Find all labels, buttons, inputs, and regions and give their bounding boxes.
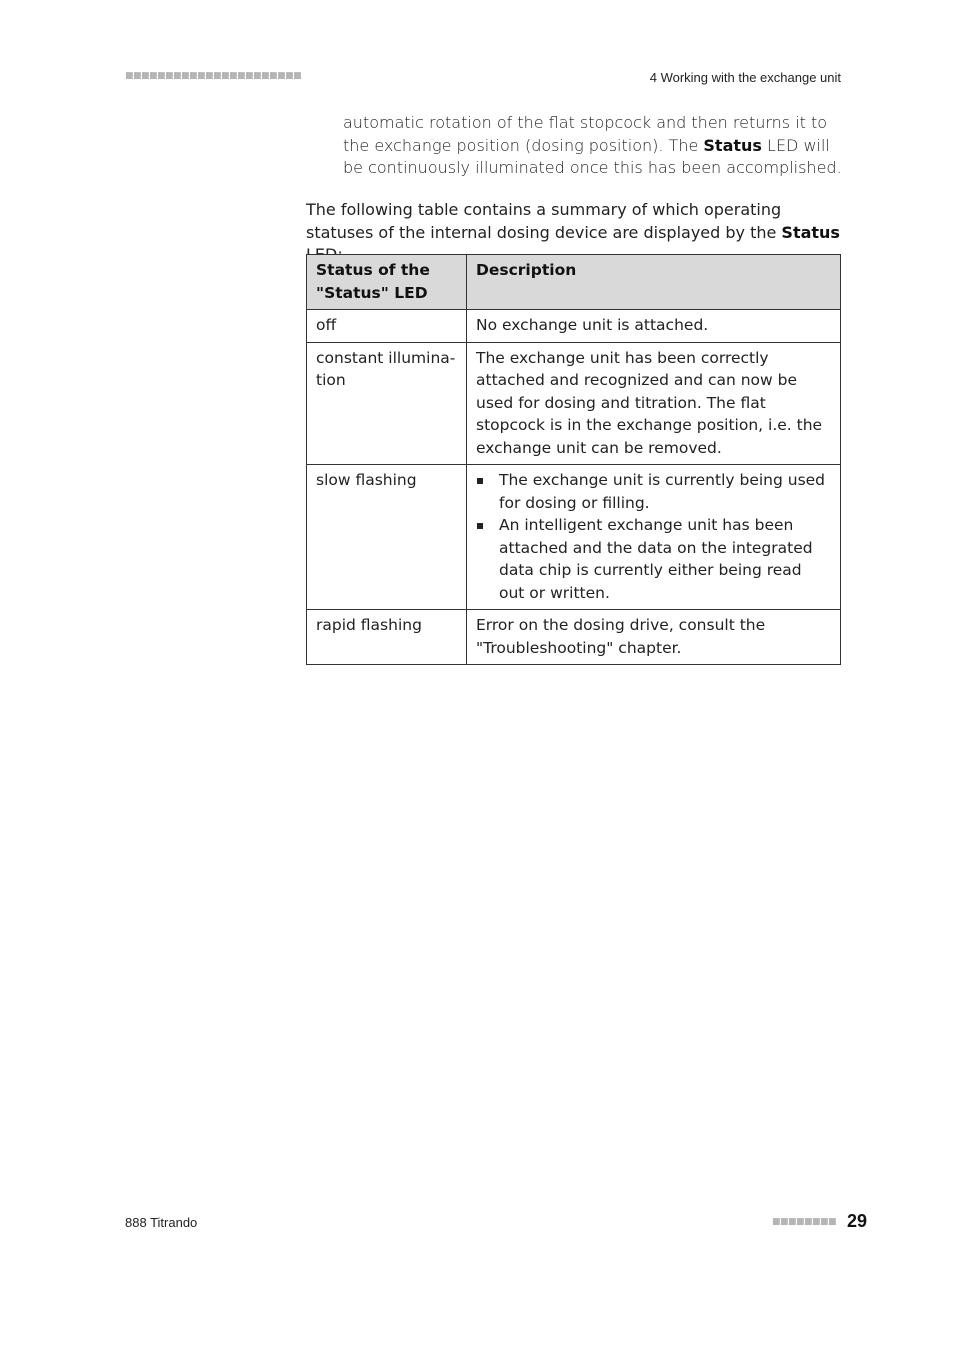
table-row: [307, 342, 841, 465]
header-description: Description: [467, 255, 841, 310]
intro-bold: Status: [703, 135, 762, 155]
table-header-row: [307, 255, 841, 310]
bullet-square-icon: [477, 523, 483, 529]
list-item: [476, 514, 831, 604]
cell-description: The exchange unit has been correctly attached and recognized and can now be used for dosing and titration. The flat stopcock is in the exchange position, i.e. the exchange unit can be removed.: [467, 342, 841, 465]
table-row: [307, 310, 841, 343]
description-bullet-list: [476, 469, 831, 604]
bullet-square-icon: [477, 478, 483, 484]
cell-status: off: [307, 310, 467, 343]
intro-paragraph: [343, 112, 843, 180]
table-row: [307, 610, 841, 665]
bullet-text: The exchange unit is currently being used for dosing or filling.: [499, 471, 826, 512]
intro-text-b: LED will be continuously illuminated once this has been accomplished.: [343, 135, 842, 177]
intro-text-a: automatic rotation of the flat stopcock and then returns it to the exchange position (dosing position). The: [343, 113, 828, 155]
status-led-table: [306, 254, 841, 665]
cell-status: rapid flashing: [307, 610, 467, 665]
header-status: Status of the "Status" LED: [307, 255, 467, 310]
footer-product-name: 888 Titrando: [125, 1215, 198, 1230]
list-item: [476, 469, 831, 514]
cell-status: slow flashing: [307, 465, 467, 610]
table-row: [307, 465, 841, 610]
chapter-title: 4 Working with the exchange unit: [649, 70, 841, 85]
lead-bold: Status: [781, 222, 840, 242]
lead-text-a: The following table contains a summary of which operating statuses of the internal dosing device are displayed by the: [306, 200, 782, 242]
cell-description: No exchange unit is attached.: [467, 310, 841, 343]
cell-description: [467, 465, 841, 610]
cell-status: constant illumination: [307, 342, 467, 465]
page-number: 29: [846, 1211, 867, 1231]
cell-description: Error on the dosing drive, consult the "Troubleshooting" chapter.: [467, 610, 841, 665]
header-decoration: ■■■■■■■■■■■■■■■■■■■■■■: [125, 71, 302, 81]
bullet-text: An intelligent exchange unit has been attached and the data on the integrated data chip is currently either being read out or written.: [499, 516, 813, 602]
footer-decoration: ■■■■■■■■: [772, 1217, 837, 1227]
